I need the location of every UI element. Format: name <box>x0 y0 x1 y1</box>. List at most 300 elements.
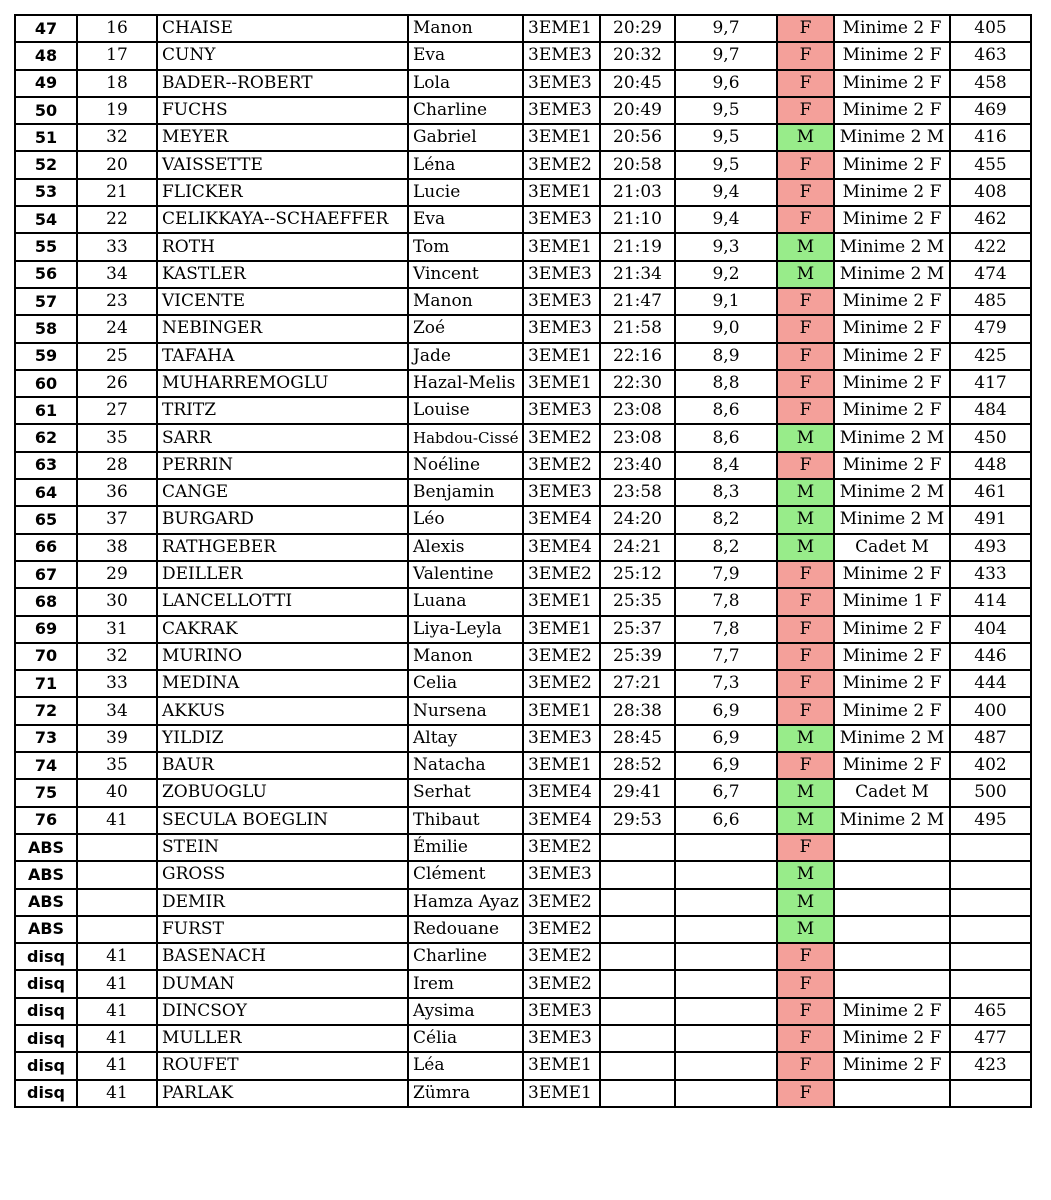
table-row <box>15 834 1031 861</box>
rank-cell: 76 <box>15 807 77 834</box>
last-name-cell: CAKRAK <box>157 616 408 643</box>
class-cell: 3EME2 <box>523 561 600 588</box>
last-name-cell: CELIKKAYA--SCHAEFFER <box>157 206 408 233</box>
category-rank-cell: 35 <box>77 752 157 779</box>
bib-cell: 458 <box>950 70 1031 97</box>
first-name-cell: Eva <box>408 42 523 69</box>
category-cell: Minime 2 F <box>834 97 950 124</box>
table-row <box>15 534 1031 561</box>
table-row <box>15 998 1031 1025</box>
last-name-cell: SECULA BOEGLIN <box>157 807 408 834</box>
category-cell: Minime 1 F <box>834 588 950 615</box>
first-name-cell: Manon <box>408 288 523 315</box>
bib-cell: 417 <box>950 370 1031 397</box>
table-row <box>15 807 1031 834</box>
last-name-cell: BADER--ROBERT <box>157 70 408 97</box>
bib-cell: 491 <box>950 506 1031 533</box>
category-cell: Cadet M <box>834 534 950 561</box>
category-cell <box>834 889 950 916</box>
bib-cell: 444 <box>950 670 1031 697</box>
category-rank-cell: 31 <box>77 616 157 643</box>
category-cell: Minime 2 F <box>834 370 950 397</box>
category-cell: Minime 2 F <box>834 670 950 697</box>
last-name-cell: KASTLER <box>157 261 408 288</box>
speed-cell: 8,6 <box>675 424 777 451</box>
first-name-cell: Zoé <box>408 315 523 342</box>
category-rank-cell: 41 <box>77 998 157 1025</box>
rank-cell: 55 <box>15 233 77 260</box>
last-name-cell: RATHGEBER <box>157 534 408 561</box>
time-cell: 20:49 <box>600 97 675 124</box>
sex-cell: F <box>777 943 834 970</box>
rank-cell: 59 <box>15 343 77 370</box>
category-rank-cell: 33 <box>77 670 157 697</box>
first-name-cell: Gabriel <box>408 124 523 151</box>
table-row <box>15 452 1031 479</box>
sex-cell: F <box>777 179 834 206</box>
last-name-cell: MUHARREMOGLU <box>157 370 408 397</box>
table-row <box>15 42 1031 69</box>
category-rank-cell: 35 <box>77 424 157 451</box>
first-name-cell: Clément <box>408 861 523 888</box>
category-rank-cell: 37 <box>77 506 157 533</box>
last-name-cell: DEILLER <box>157 561 408 588</box>
rank-cell: 75 <box>15 779 77 806</box>
category-cell: Minime 2 F <box>834 998 950 1025</box>
class-cell: 3EME3 <box>523 206 600 233</box>
rank-cell: 66 <box>15 534 77 561</box>
speed-cell: 9,5 <box>675 151 777 178</box>
category-cell: Minime 2 F <box>834 343 950 370</box>
sex-cell: F <box>777 697 834 724</box>
class-cell: 3EME3 <box>523 1025 600 1052</box>
class-cell: 3EME1 <box>523 233 600 260</box>
category-cell: Minime 2 F <box>834 1025 950 1052</box>
bib-cell: 414 <box>950 588 1031 615</box>
first-name-cell: Émilie <box>408 834 523 861</box>
first-name-cell: Luana <box>408 588 523 615</box>
first-name-cell: Célia <box>408 1025 523 1052</box>
rank-cell: 56 <box>15 261 77 288</box>
first-name-cell: Aysima <box>408 998 523 1025</box>
last-name-cell: YILDIZ <box>157 725 408 752</box>
category-cell: Minime 2 F <box>834 1052 950 1079</box>
category-rank-cell: 34 <box>77 697 157 724</box>
sex-cell: M <box>777 261 834 288</box>
class-cell: 3EME3 <box>523 861 600 888</box>
category-cell <box>834 916 950 943</box>
category-rank-cell: 25 <box>77 343 157 370</box>
bib-cell: 487 <box>950 725 1031 752</box>
table-row <box>15 70 1031 97</box>
last-name-cell: DEMIR <box>157 889 408 916</box>
speed-cell: 8,9 <box>675 343 777 370</box>
category-rank-cell: 41 <box>77 1052 157 1079</box>
time-cell: 21:03 <box>600 179 675 206</box>
sex-cell: F <box>777 42 834 69</box>
category-rank-cell: 16 <box>77 15 157 42</box>
speed-cell: 8,2 <box>675 534 777 561</box>
bib-cell: 405 <box>950 15 1031 42</box>
table-row <box>15 588 1031 615</box>
time-cell <box>600 834 675 861</box>
bib-cell <box>950 861 1031 888</box>
class-cell: 3EME1 <box>523 1052 600 1079</box>
speed-cell <box>675 998 777 1025</box>
bib-cell: 402 <box>950 752 1031 779</box>
table-row <box>15 725 1031 752</box>
sex-cell: F <box>777 1080 834 1107</box>
category-rank-cell: 41 <box>77 1080 157 1107</box>
last-name-cell: FUCHS <box>157 97 408 124</box>
speed-cell: 9,0 <box>675 315 777 342</box>
class-cell: 3EME2 <box>523 452 600 479</box>
last-name-cell: AKKUS <box>157 697 408 724</box>
category-cell: Minime 2 M <box>834 479 950 506</box>
category-cell: Minime 2 F <box>834 151 950 178</box>
table-row <box>15 151 1031 178</box>
sex-cell: F <box>777 752 834 779</box>
time-cell: 21:19 <box>600 233 675 260</box>
time-cell: 29:53 <box>600 807 675 834</box>
sex-cell: M <box>777 479 834 506</box>
speed-cell: 7,7 <box>675 643 777 670</box>
last-name-cell: MULLER <box>157 1025 408 1052</box>
speed-cell <box>675 1025 777 1052</box>
results-body <box>15 15 1031 1107</box>
category-rank-cell <box>77 916 157 943</box>
last-name-cell: CHAISE <box>157 15 408 42</box>
first-name-cell: Jade <box>408 343 523 370</box>
first-name-cell: Lola <box>408 70 523 97</box>
table-row <box>15 343 1031 370</box>
bib-cell <box>950 970 1031 997</box>
time-cell: 21:10 <box>600 206 675 233</box>
bib-cell: 422 <box>950 233 1031 260</box>
rank-cell: 61 <box>15 397 77 424</box>
category-rank-cell: 21 <box>77 179 157 206</box>
sex-cell: F <box>777 288 834 315</box>
sex-cell: F <box>777 97 834 124</box>
category-rank-cell: 32 <box>77 124 157 151</box>
last-name-cell: MURINO <box>157 643 408 670</box>
category-rank-cell: 40 <box>77 779 157 806</box>
time-cell: 22:30 <box>600 370 675 397</box>
first-name-cell: Serhat <box>408 779 523 806</box>
speed-cell: 8,8 <box>675 370 777 397</box>
category-rank-cell: 39 <box>77 725 157 752</box>
class-cell: 3EME4 <box>523 534 600 561</box>
table-row <box>15 616 1031 643</box>
bib-cell: 404 <box>950 616 1031 643</box>
table-row <box>15 1052 1031 1079</box>
last-name-cell: BURGARD <box>157 506 408 533</box>
speed-cell: 7,8 <box>675 588 777 615</box>
table-row <box>15 424 1031 451</box>
category-rank-cell <box>77 834 157 861</box>
rank-cell: disq <box>15 970 77 997</box>
time-cell: 20:45 <box>600 70 675 97</box>
last-name-cell: MEYER <box>157 124 408 151</box>
time-cell <box>600 943 675 970</box>
first-name-cell: Noéline <box>408 452 523 479</box>
first-name-cell: Charline <box>408 943 523 970</box>
last-name-cell: FURST <box>157 916 408 943</box>
rank-cell: ABS <box>15 861 77 888</box>
speed-cell <box>675 970 777 997</box>
rank-cell: disq <box>15 1052 77 1079</box>
time-cell: 21:34 <box>600 261 675 288</box>
class-cell: 3EME2 <box>523 943 600 970</box>
rank-cell: 65 <box>15 506 77 533</box>
table-row <box>15 779 1031 806</box>
first-name-cell: Louise <box>408 397 523 424</box>
first-name-cell: Thibaut <box>408 807 523 834</box>
time-cell: 23:08 <box>600 397 675 424</box>
sex-cell: F <box>777 670 834 697</box>
sex-cell: M <box>777 916 834 943</box>
time-cell <box>600 916 675 943</box>
category-cell: Minime 2 M <box>834 506 950 533</box>
rank-cell: 49 <box>15 70 77 97</box>
rank-cell: 63 <box>15 452 77 479</box>
category-rank-cell: 41 <box>77 807 157 834</box>
rank-cell: disq <box>15 1025 77 1052</box>
category-cell: Minime 2 M <box>834 124 950 151</box>
rank-cell: 67 <box>15 561 77 588</box>
bib-cell: 485 <box>950 288 1031 315</box>
last-name-cell: STEIN <box>157 834 408 861</box>
rank-cell: ABS <box>15 834 77 861</box>
category-rank-cell <box>77 861 157 888</box>
class-cell: 3EME1 <box>523 697 600 724</box>
bib-cell: 465 <box>950 998 1031 1025</box>
table-row <box>15 288 1031 315</box>
rank-cell: 58 <box>15 315 77 342</box>
category-cell <box>834 1080 950 1107</box>
class-cell: 3EME1 <box>523 370 600 397</box>
class-cell: 3EME3 <box>523 97 600 124</box>
class-cell: 3EME2 <box>523 643 600 670</box>
table-row <box>15 889 1031 916</box>
time-cell: 23:08 <box>600 424 675 451</box>
category-cell <box>834 861 950 888</box>
category-cell: Minime 2 F <box>834 70 950 97</box>
time-cell: 21:47 <box>600 288 675 315</box>
sex-cell: F <box>777 70 834 97</box>
category-rank-cell: 32 <box>77 643 157 670</box>
category-rank-cell: 30 <box>77 588 157 615</box>
sex-cell: M <box>777 725 834 752</box>
last-name-cell: MEDINA <box>157 670 408 697</box>
bib-cell: 461 <box>950 479 1031 506</box>
category-rank-cell: 34 <box>77 261 157 288</box>
table-row <box>15 561 1031 588</box>
last-name-cell: VICENTE <box>157 288 408 315</box>
time-cell: 20:32 <box>600 42 675 69</box>
speed-cell: 6,6 <box>675 807 777 834</box>
first-name-cell: Altay <box>408 725 523 752</box>
table-row <box>15 15 1031 42</box>
rank-cell: 71 <box>15 670 77 697</box>
time-cell <box>600 1080 675 1107</box>
category-cell: Minime 2 M <box>834 725 950 752</box>
table-row <box>15 206 1031 233</box>
table-row <box>15 124 1031 151</box>
time-cell <box>600 998 675 1025</box>
time-cell <box>600 1052 675 1079</box>
class-cell: 3EME3 <box>523 42 600 69</box>
class-cell: 3EME2 <box>523 670 600 697</box>
speed-cell <box>675 1080 777 1107</box>
sex-cell: F <box>777 643 834 670</box>
first-name-cell: Léna <box>408 151 523 178</box>
sex-cell: F <box>777 1052 834 1079</box>
speed-cell: 8,4 <box>675 452 777 479</box>
last-name-cell: DUMAN <box>157 970 408 997</box>
first-name-cell: Liya-Leyla <box>408 616 523 643</box>
table-row <box>15 1080 1031 1107</box>
class-cell: 3EME3 <box>523 261 600 288</box>
bib-cell <box>950 916 1031 943</box>
rank-cell: 47 <box>15 15 77 42</box>
category-rank-cell: 41 <box>77 970 157 997</box>
first-name-cell: Hazal-Melis <box>408 370 523 397</box>
bib-cell: 463 <box>950 42 1031 69</box>
category-cell: Minime 2 F <box>834 616 950 643</box>
class-cell: 3EME2 <box>523 889 600 916</box>
class-cell: 3EME1 <box>523 616 600 643</box>
speed-cell: 6,9 <box>675 725 777 752</box>
bib-cell: 416 <box>950 124 1031 151</box>
time-cell: 24:20 <box>600 506 675 533</box>
speed-cell: 8,2 <box>675 506 777 533</box>
class-cell: 3EME4 <box>523 779 600 806</box>
class-cell: 3EME2 <box>523 424 600 451</box>
sex-cell: F <box>777 315 834 342</box>
table-row <box>15 916 1031 943</box>
category-cell: Minime 2 F <box>834 42 950 69</box>
speed-cell <box>675 889 777 916</box>
class-cell: 3EME1 <box>523 179 600 206</box>
sex-cell: M <box>777 124 834 151</box>
category-rank-cell: 29 <box>77 561 157 588</box>
time-cell: 20:29 <box>600 15 675 42</box>
speed-cell: 9,3 <box>675 233 777 260</box>
bib-cell: 425 <box>950 343 1031 370</box>
table-row <box>15 397 1031 424</box>
last-name-cell: NEBINGER <box>157 315 408 342</box>
category-cell: Minime 2 F <box>834 15 950 42</box>
speed-cell: 9,7 <box>675 15 777 42</box>
bib-cell: 448 <box>950 452 1031 479</box>
category-cell: Minime 2 M <box>834 233 950 260</box>
rank-cell: 53 <box>15 179 77 206</box>
table-row <box>15 1025 1031 1052</box>
class-cell: 3EME2 <box>523 151 600 178</box>
sex-cell: F <box>777 370 834 397</box>
rank-cell: 68 <box>15 588 77 615</box>
last-name-cell: BASENACH <box>157 943 408 970</box>
table-row <box>15 861 1031 888</box>
class-cell: 3EME1 <box>523 343 600 370</box>
category-cell: Minime 2 F <box>834 206 950 233</box>
category-rank-cell: 38 <box>77 534 157 561</box>
first-name-cell: Eva <box>408 206 523 233</box>
first-name-cell: Alexis <box>408 534 523 561</box>
bib-cell: 474 <box>950 261 1031 288</box>
first-name-cell: Natacha <box>408 752 523 779</box>
rank-cell: 62 <box>15 424 77 451</box>
speed-cell: 9,5 <box>675 124 777 151</box>
first-name-cell: Tom <box>408 233 523 260</box>
category-rank-cell: 17 <box>77 42 157 69</box>
rank-cell: 70 <box>15 643 77 670</box>
table-row <box>15 97 1031 124</box>
sex-cell: M <box>777 506 834 533</box>
speed-cell: 6,9 <box>675 752 777 779</box>
time-cell <box>600 970 675 997</box>
speed-cell: 9,7 <box>675 42 777 69</box>
category-rank-cell: 28 <box>77 452 157 479</box>
category-cell <box>834 970 950 997</box>
class-cell: 3EME4 <box>523 506 600 533</box>
category-cell <box>834 943 950 970</box>
first-name-cell: Hamza Ayaz <box>408 889 523 916</box>
sex-cell: M <box>777 807 834 834</box>
category-rank-cell: 22 <box>77 206 157 233</box>
sex-cell: F <box>777 343 834 370</box>
speed-cell: 8,3 <box>675 479 777 506</box>
time-cell: 25:39 <box>600 643 675 670</box>
class-cell: 3EME3 <box>523 288 600 315</box>
class-cell: 3EME2 <box>523 970 600 997</box>
rank-cell: 48 <box>15 42 77 69</box>
category-rank-cell: 19 <box>77 97 157 124</box>
last-name-cell: VAISSETTE <box>157 151 408 178</box>
category-cell: Minime 2 M <box>834 424 950 451</box>
time-cell: 24:21 <box>600 534 675 561</box>
bib-cell: 450 <box>950 424 1031 451</box>
class-cell: 3EME2 <box>523 834 600 861</box>
category-cell <box>834 834 950 861</box>
time-cell: 28:52 <box>600 752 675 779</box>
rank-cell: 72 <box>15 697 77 724</box>
bib-cell: 493 <box>950 534 1031 561</box>
time-cell <box>600 861 675 888</box>
rank-cell: disq <box>15 943 77 970</box>
time-cell <box>600 889 675 916</box>
category-rank-cell: 41 <box>77 943 157 970</box>
bib-cell: 479 <box>950 315 1031 342</box>
category-cell: Minime 2 M <box>834 807 950 834</box>
rank-cell: 74 <box>15 752 77 779</box>
class-cell: 3EME3 <box>523 479 600 506</box>
category-cell: Minime 2 F <box>834 452 950 479</box>
category-cell: Minime 2 F <box>834 697 950 724</box>
sex-cell: F <box>777 15 834 42</box>
time-cell: 29:41 <box>600 779 675 806</box>
category-cell: Minime 2 F <box>834 315 950 342</box>
time-cell <box>600 1025 675 1052</box>
rank-cell: 52 <box>15 151 77 178</box>
sex-cell: M <box>777 861 834 888</box>
sex-cell: F <box>777 616 834 643</box>
speed-cell: 9,4 <box>675 179 777 206</box>
time-cell: 28:38 <box>600 697 675 724</box>
table-row <box>15 670 1031 697</box>
category-rank-cell <box>77 889 157 916</box>
